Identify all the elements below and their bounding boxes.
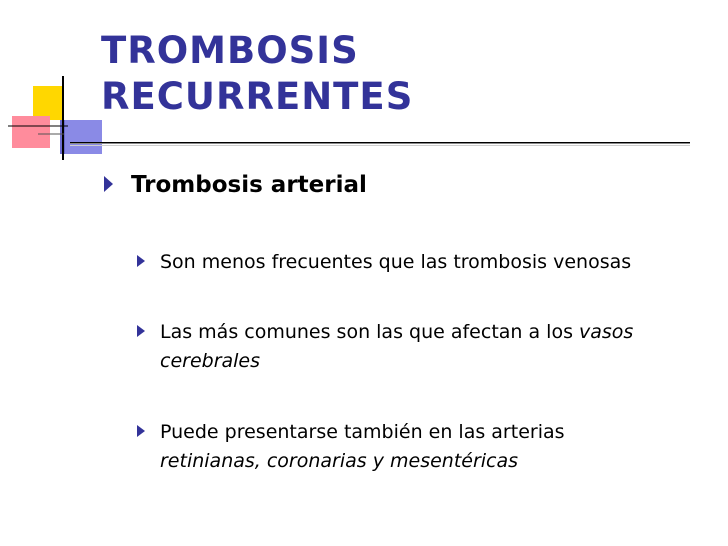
deco-yellow-square: [33, 86, 64, 120]
bullet-item-3: [160, 418, 565, 447]
bullet-item-2-line2: [160, 347, 260, 376]
bullet-item-2-text: Las más comunes son las que afectan a los: [160, 321, 580, 343]
deco-red-square: [12, 116, 50, 148]
bullet-level1-icon: [104, 176, 113, 192]
bullet-level1-text: Trombosis arterial: [131, 172, 367, 198]
bullet-level2-icon: [137, 425, 145, 437]
title-line-2: RECURRENTES: [101, 75, 414, 118]
bullet-item-2-italic: vasos: [579, 321, 634, 343]
bullet-level2-icon: [137, 325, 145, 337]
bullet-item-1-text: Son menos frecuentes que las trombosis venosas: [160, 251, 632, 273]
deco-blue-square: [60, 120, 102, 154]
slide-title: [101, 28, 413, 120]
bullet-level2-icon: [137, 255, 145, 267]
bullet-item-3-text: Puede presentarse también en las arterias: [160, 421, 565, 443]
bullet-item-3-line2: [160, 447, 518, 476]
title-line-1: TROMBOSIS: [101, 29, 359, 72]
title-divider: [70, 142, 690, 144]
bullet-item-2: [160, 318, 633, 347]
bullet-item-1: [160, 248, 631, 277]
bullet-item-3-line2-italic: retinianas, coronarias y mesentéricas: [160, 450, 519, 472]
bullet-item-2-line2-italic: cerebrales: [160, 350, 261, 372]
title-divider-shadow: [70, 145, 690, 146]
